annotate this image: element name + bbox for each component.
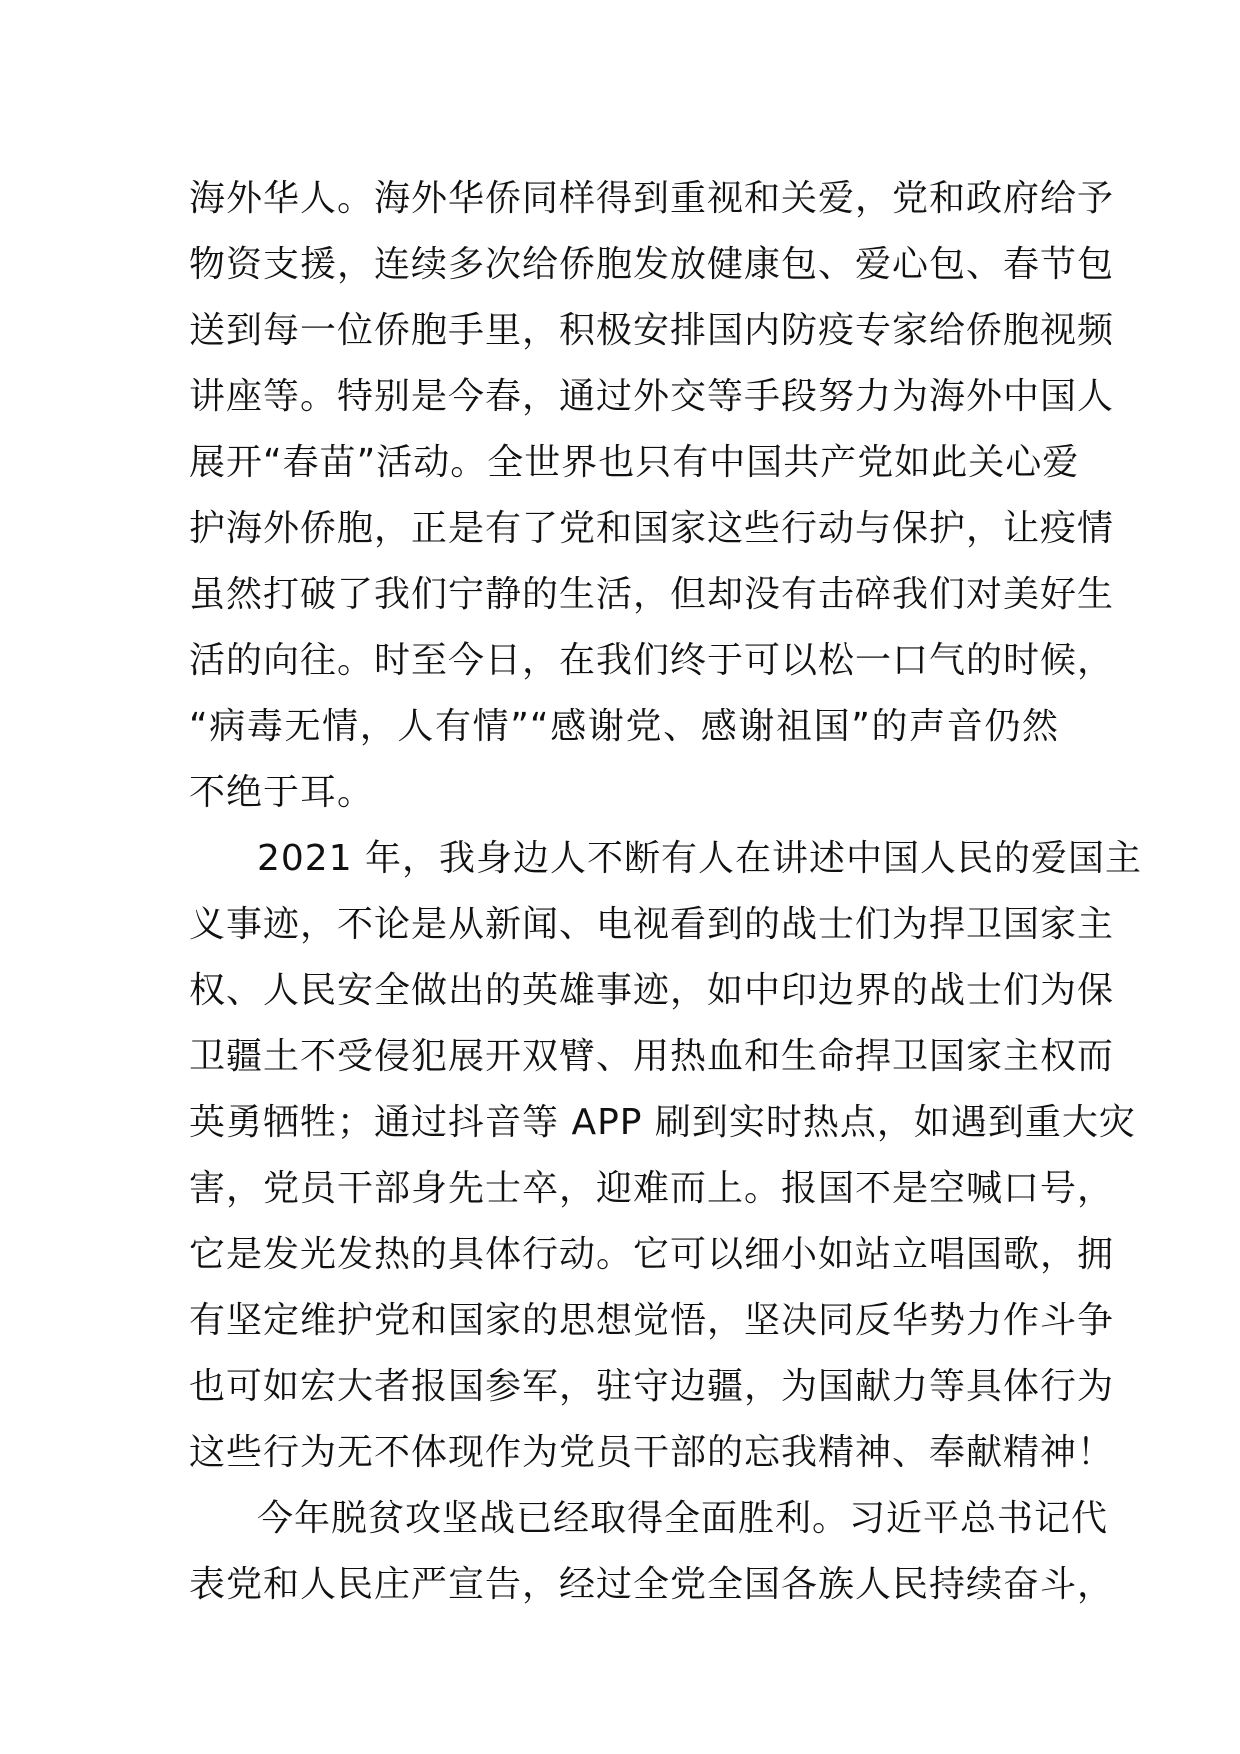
text-line: 海外华人。海外华侨同样得到重视和关爱，党和政府给予	[189, 178, 1115, 219]
text-line: “病毒无情，人有情”“感谢党、感谢祖国”的声音仍然	[189, 706, 1059, 747]
text-line: 也可如宏大者报国参军，驻守边疆，为国献力等具体行为	[189, 1366, 1115, 1407]
paragraph-first-line: 2021 年，我身边人不断有人在讲述中国人民的爱国主	[257, 838, 1143, 879]
text-line: 卫疆土不受侵犯展开双臂、用热血和生命捍卫国家主权而	[189, 1036, 1115, 1077]
paragraph-end-line: 这些行为无不体现作为党员干部的忘我精神、奉献精神！	[189, 1432, 1115, 1473]
document-body	[189, 166, 1143, 1618]
paragraph-first-line: 今年脱贫攻坚战已经取得全面胜利。习近平总书记代	[257, 1498, 1109, 1539]
text-line: 害，党员干部身先士卒，迎难而上。报国不是空喊口号，	[189, 1168, 1115, 1209]
paragraph-end-line: 不绝于耳。	[189, 772, 375, 813]
text-line: 物资支援，连续多次给侨胞发放健康包、爱心包、春节包	[189, 244, 1115, 285]
text-line: 英勇牺牲；通过抖音等 APP 刷到实时热点，如遇到重大灾	[189, 1102, 1136, 1143]
text-line: 讲座等。特别是今春，通过外交等手段努力为海外中国人	[189, 376, 1115, 417]
text-line: 护海外侨胞，正是有了党和国家这些行动与保护，让疫情	[189, 508, 1115, 549]
text-line: 它是发光发热的具体行动。它可以细小如站立唱国歌，拥	[189, 1234, 1115, 1275]
text-line: 送到每一位侨胞手里，积极安排国内防疫专家给侨胞视频	[189, 310, 1115, 351]
text-line: 义事迹，不论是从新闻、电视看到的战士们为捍卫国家主	[189, 904, 1115, 945]
text-line: 权、人民安全做出的英雄事迹，如中印边界的战士们为保	[189, 970, 1115, 1011]
text-line: 表党和人民庄严宣告，经过全党全国各族人民持续奋斗，	[189, 1564, 1115, 1605]
text-line: 活的向往。时至今日，在我们终于可以松一口气的时候，	[189, 640, 1115, 681]
text-line: 展开“春苗”活动。全世界也只有中国共产党如此关心爱	[189, 442, 1080, 483]
text-line: 虽然打破了我们宁静的生活，但却没有击碎我们对美好生	[189, 574, 1115, 615]
text-line: 有坚定维护党和国家的思想觉悟，坚决同反华势力作斗争	[189, 1300, 1115, 1341]
